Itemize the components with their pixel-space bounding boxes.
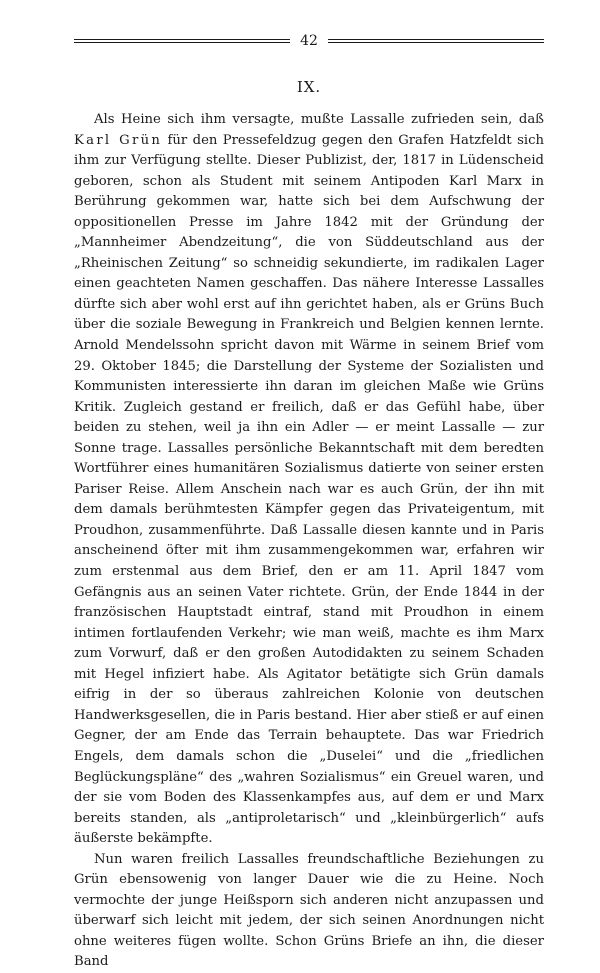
paragraph-1-lead: Als Heine sich ihm versagte, mußte Lassalle zufrieden sein, daß bbox=[94, 112, 544, 127]
paragraph-2 bbox=[74, 850, 544, 973]
header-rule-left bbox=[74, 39, 290, 43]
page-header bbox=[74, 28, 544, 54]
body-text bbox=[74, 110, 544, 973]
chapter-heading: IX. bbox=[296, 78, 322, 96]
book-page bbox=[74, 28, 544, 973]
paragraph-1-rest: für den Pressefeldzug gegen den Grafen Hatzfeldt sich ihm zur Verfügung stellte. Dieser Publizist, der, 1817 in Lüdenscheid geboren, schon als Student mit seinem Antipoden Karl Marx in Berührung gekommen war, hatte sich bei dem Aufschwung der oppositionellen Presse im Jahre 1842 mit der Gründung der „Mannheimer Abendzeitung“, die von Süddeutschland aus der „Rheinischen Zeitung“ so schneidig sekundierte, im radikalen Lager einen geachteten Namen geschaffen. Das nähere Interesse Lassalles dürfte sich aber wohl erst auf ihn gerichtet haben, als er Grüns Buch über die soziale Bewegung in Frankreich und Belgien kennen lernte. Arnold Mendelssohn spricht davon mit Wärme in seinem Brief vom 29. Oktober 1845; die Darstellung der Systeme der Sozialisten und Kommunisten interessierte ihn daran im gleichen Maße wie Grüns Kritik. Zugleich gestand er freilich, daß er das Gefühl habe, über beiden zu stehen, weil ja ihn ein Adler — er meint Lassalle — zur Sonne trage. Lassalles persönliche Bekanntschaft mit dem beredten Wortführer eines humanitären Sozialismus datierte von seiner ersten Pariser Reise. Allem Anschein nach war es auch Grün, der ihn mit dem damals berühmtesten Kämpfer gegen das Privateigentum, mit Proudhon, zusammenführte. Daß Lassalle diesen kannte und in Paris anscheinend öfter mit ihm zusammengekommen war, erfahren wir zum erstenmal aus dem Brief, den er am 11. April 1847 vom Gefängnis aus an seinen Vater richtete. Grün, der Ende 1844 in der französischen Hauptstadt eintraf, stand mit Proudhon in einem intimen fortlaufenden Verkehr; wie man weiß, machte es ihm Marx zum Vorwurf, daß er den großen Autodidakten zu seinem Schaden mit Hegel infiziert habe. Als Agitator betätigte sich Grün damals eifrig in der so überaus zahlreichen Kolonie von deutschen Handwerksgesellen, die in Paris bestand. Hier aber stieß er auf einen Gegner, der am Ende das Terrain behauptete. Das war Friedrich Engels, dem damals schon die „Duselei“ und die „friedlichen Beglückungspläne“ des „wahren Sozialismus“ ein Greuel waren, und der sie vom Boden des Klassenkampfes aus, auf dem er und Marx bereits standen, als „antiproletarisch“ und „kleinbürgerlich“ aufs äußerste bekämpfte. bbox=[74, 132, 544, 847]
page-number: 42 bbox=[300, 33, 318, 49]
paragraph-2-text: Nun waren freilich Lassalles freundschaftliche Beziehungen zu Grün ebensowenig von langer Dauer wie die zu Heine. Noch vermochte der junge Heißsporn sich anderen nicht anzupassen und überwarf sich leicht mit jedem, der sich seinen Anordnungen nicht ohne weiteres fügen wollte. Schon Grüns Briefe an ihn, die dieser Band bbox=[74, 851, 544, 970]
paragraph-1 bbox=[74, 110, 544, 850]
header-rule-right bbox=[328, 39, 544, 43]
paragraph-1-name: Karl Grün bbox=[74, 132, 163, 148]
